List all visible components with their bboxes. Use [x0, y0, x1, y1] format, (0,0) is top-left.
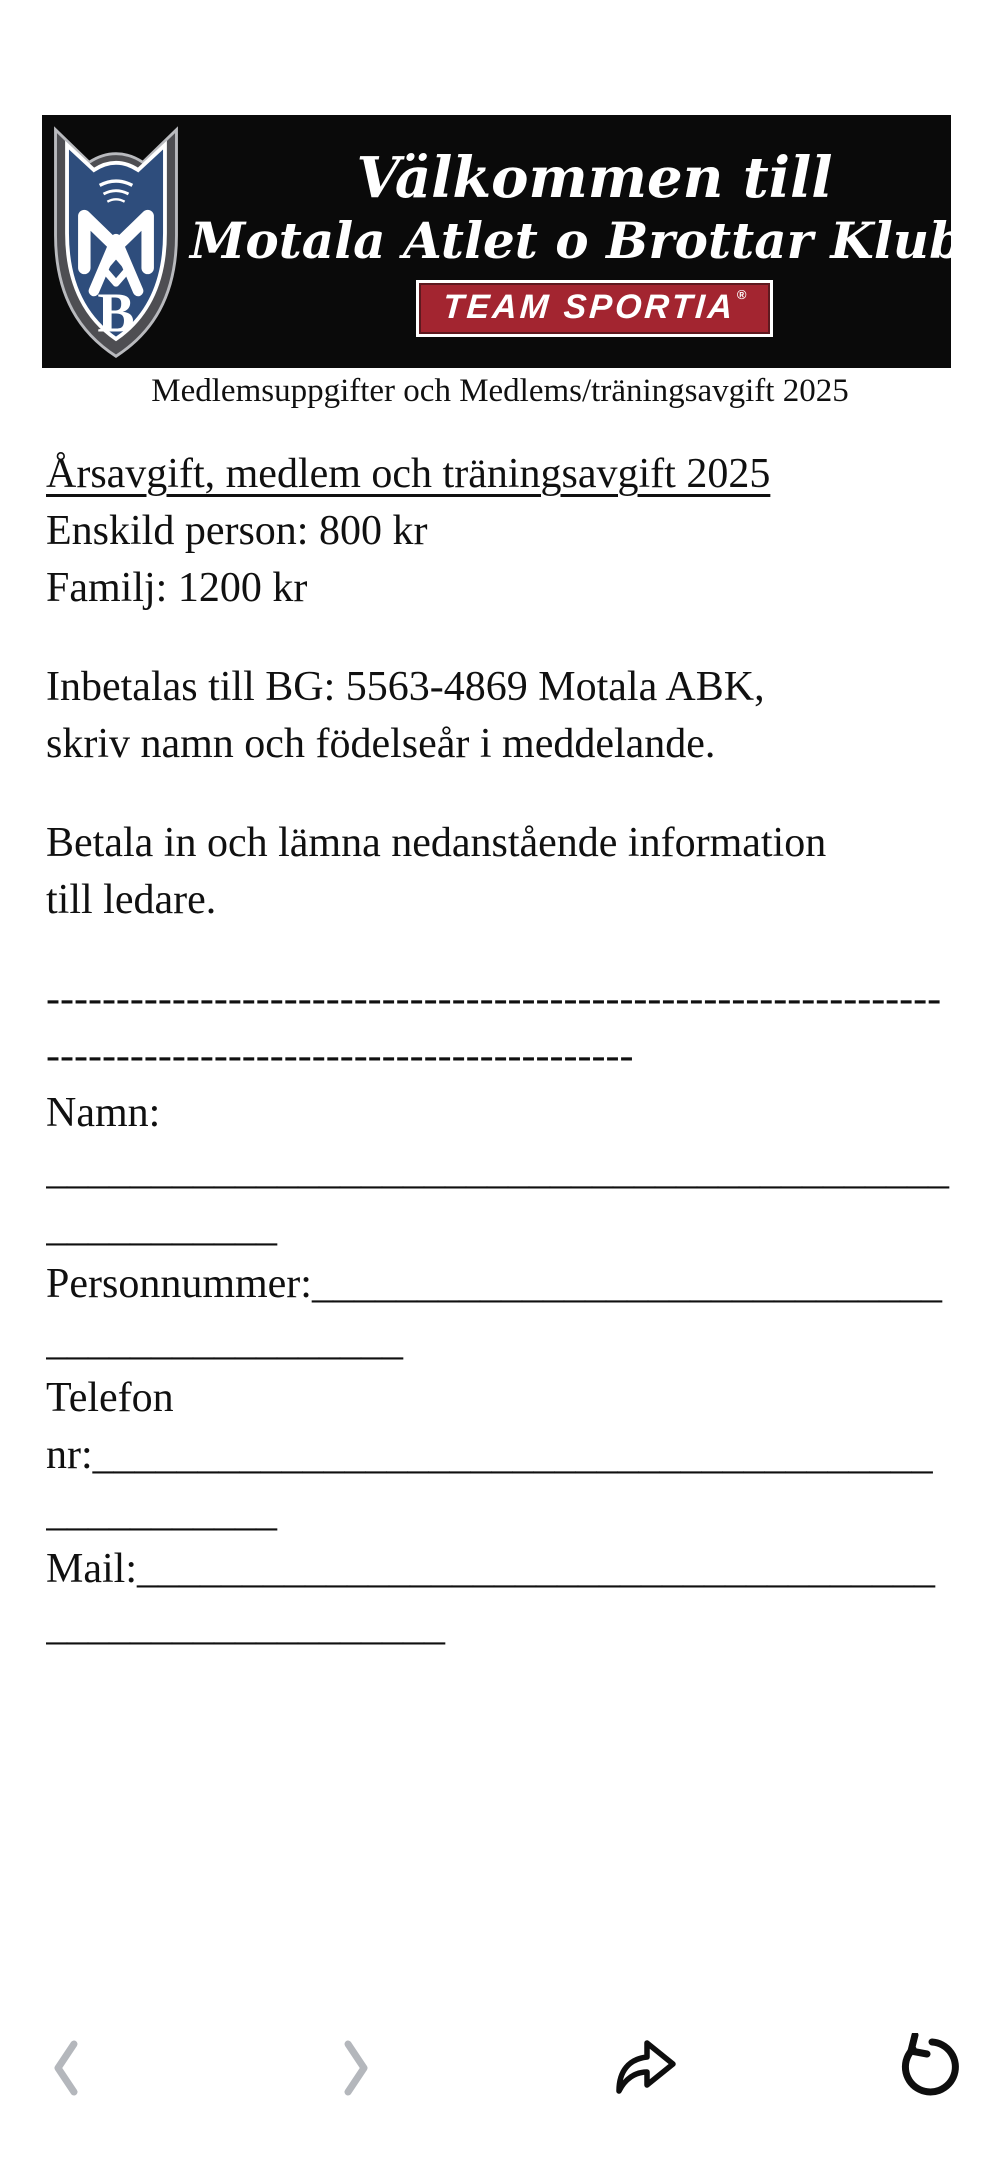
banner-text-block: [190, 115, 1000, 368]
doc-line-blank: [46, 929, 960, 971]
doc-field-mail: Mail:______________________________________: [46, 1546, 935, 1592]
doc-field-namn-line-2: ___________: [46, 1204, 277, 1250]
chevron-right-icon: [339, 2038, 373, 2098]
reload-button[interactable]: [894, 2033, 962, 2101]
share-button[interactable]: [607, 2029, 683, 2105]
chevron-left-icon: [49, 2038, 83, 2098]
doc-heading: Årsavgift, medlem och träningsavgift 2025: [46, 451, 771, 497]
team-sportia-badge: [416, 280, 774, 337]
doc-field-namn-line: ___________________________________________: [46, 1147, 949, 1193]
doc-field-telefon-nr: nr:________________________________________: [46, 1432, 933, 1478]
doc-line-instruction-1: Betala in och lämna nedanstående information: [46, 820, 827, 866]
doc-line-blank: [46, 617, 960, 659]
registered-trademark-mark: ®: [736, 287, 747, 302]
doc-line-fee-family: Familj: 1200 kr: [46, 565, 308, 611]
doc-line-payment-2: skriv namn och födelseår i meddelande.: [46, 721, 716, 767]
doc-field-label-namn: Namn:: [46, 1090, 161, 1136]
doc-separator-dashes-2: ------------------------------------------: [46, 1033, 634, 1079]
doc-field-personnummer-line-2: _________________: [46, 1318, 403, 1364]
document-body: [46, 446, 960, 1655]
back-button[interactable]: [44, 2038, 88, 2098]
doc-field-telefon-line-2: ___________: [46, 1489, 277, 1535]
doc-separator-dashes-1: ----------------------------------------------------------------: [46, 976, 942, 1022]
reload-icon: [894, 2033, 962, 2101]
doc-line-payment-1: Inbetalas till BG: 5563-4869 Motala ABK,: [46, 664, 765, 710]
club-logo: [42, 115, 190, 368]
forward-button[interactable]: [334, 2038, 378, 2098]
doc-field-mail-line-2: ___________________: [46, 1603, 445, 1649]
doc-line-fee-person: Enskild person: 800 kr: [46, 508, 428, 554]
club-name-text: Motala Atlet o Brottar Klubb: [190, 211, 1000, 270]
sponsor-name: TEAM SPORTIA: [441, 288, 737, 326]
doc-line-instruction-2: till ledare.: [46, 877, 217, 923]
doc-line-blank: [46, 773, 960, 815]
welcome-text: Välkommen till: [356, 145, 833, 211]
doc-field-label-telefon: Telefon: [46, 1375, 174, 1421]
logo-letter-b: B: [97, 281, 135, 344]
page-subtitle: Medlemsuppgifter och Medlems/träningsavgift 2025: [151, 373, 849, 409]
doc-field-personnummer: Personnummer:______________________________: [46, 1261, 942, 1307]
club-shield-logo-icon: [42, 122, 190, 362]
share-forward-icon: [607, 2029, 683, 2105]
club-banner: [42, 115, 1000, 368]
